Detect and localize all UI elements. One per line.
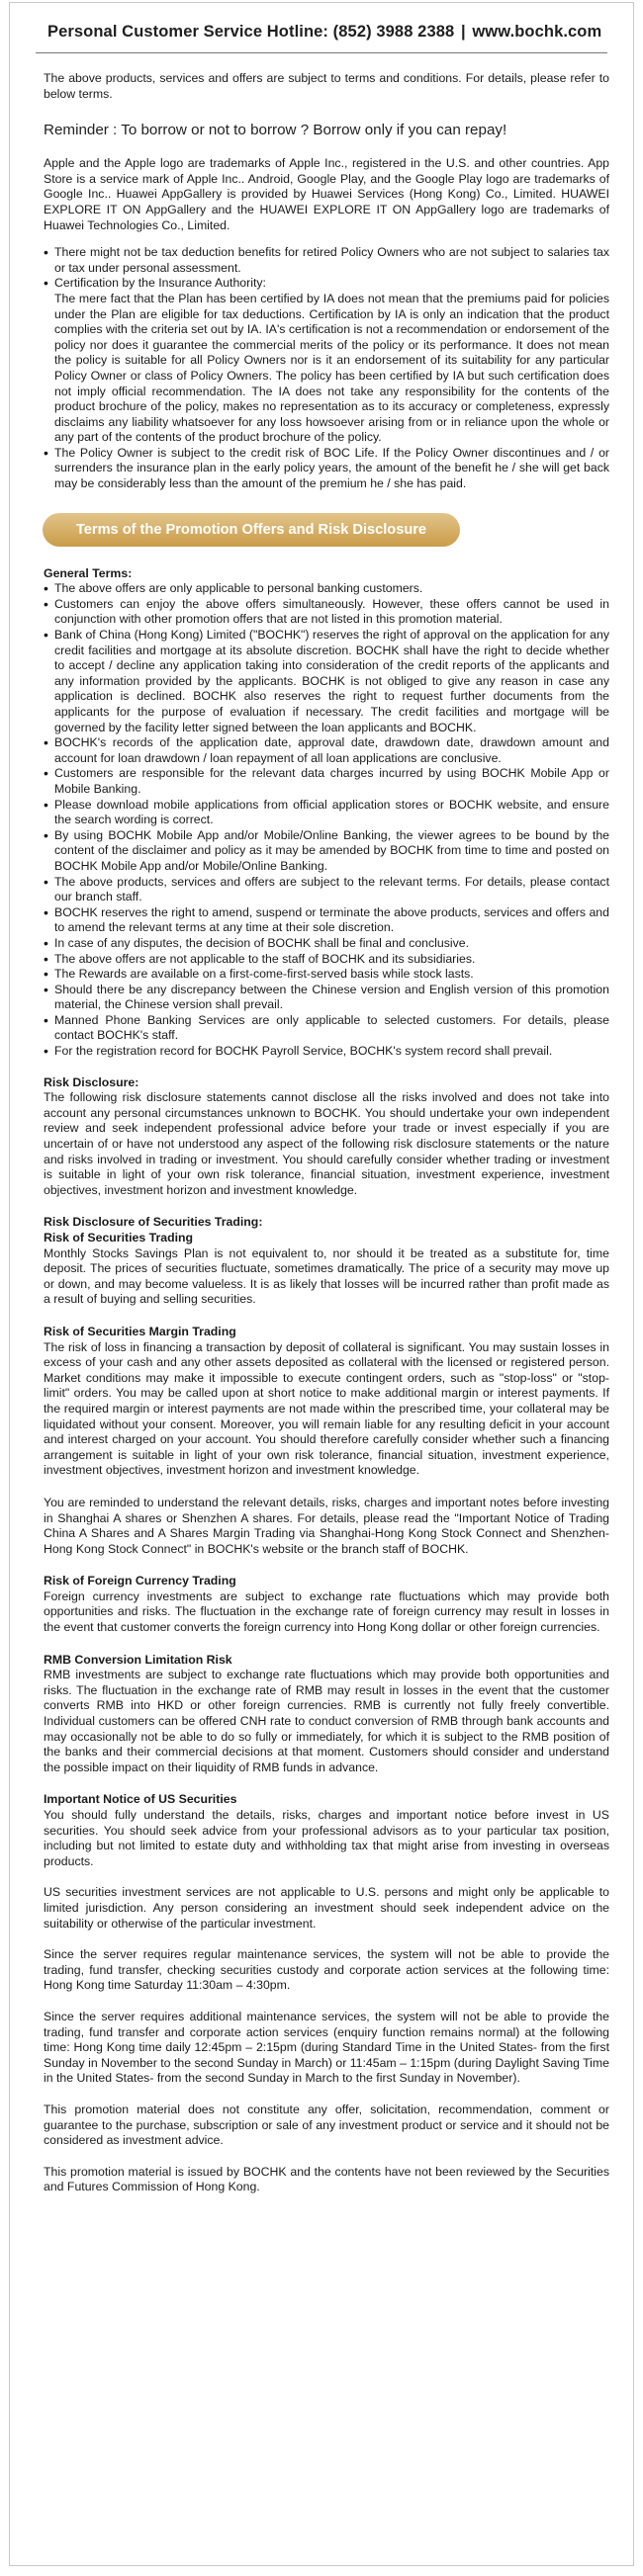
list-item: • By using BOCHK Mobile App and/or Mobile/Online Banking, the viewer agrees to be bound by the content of the disclaimer and policy as it may be amended by BOCHK from time to time and posted on BOCHK Mobile App and/or Mobile/Online Banking. <box>44 828 609 875</box>
stock-connect-notice: You are reminded to understand the relevant details, risks, charges and important notes before investing in Shanghai A shares or Shenzhen A shares. For details, please read the "Important Notice of Trading China A Shares and A Shares Margin Trading via Shanghai-Hong Kong Stock Connect and Shenzhen-Hong Kong Stock Connect" in BOCHK's website or the branch staff of BOCHK. <box>44 1495 609 1556</box>
list-item: • The above products, services and offers are subject to the relevant terms. For details, please contact our branch staff. <box>44 875 609 905</box>
trademark-notice: Apple and the Apple logo are trademarks of Apple Inc., registered in the U.S. and other countries. App Store is a service mark of Apple Inc.. Android, Google Play, and the Google Play logo are trademarks of Google Inc.. Huawei AppGallery is provided by Huawei Services (Hong Kong) Co., Limited. HUAWEI EXPLORE IT ON AppGallery and the HUAWEI EXPLORE IT ON AppGallery logo are trademarks of Huawei Technologies Co., Limited. <box>44 156 609 232</box>
header-divider <box>36 52 607 53</box>
maintenance-notice-additional: Since the server requires additional maintenance services, the system will not be able to provide the trading, fund transfer and corporate action services (enquiry function remains normal) at the following time: Hong Kong time daily 12:45pm – 2:15pm (during Standard Time in the United States- from the first Sunday in November to the second Sunday in March) or 11:45am – 1:15pm (during Daylight Saving Time in the United States- from the second Sunday in March to the first Sunday in November). <box>44 2009 609 2086</box>
margin-risk-title: Risk of Securities Margin Trading <box>44 1324 236 1338</box>
maintenance-notice-regular: Since the server requires regular maintenance services, the system will not be able to provide the trading, fund transfer, checking securities custody and corporate action services at the following time: Hong Kong time Saturday 11:30am – 4:30pm. <box>44 1947 609 1993</box>
policy-notes-list <box>44 245 609 492</box>
rmb-risk-body: RMB investments are subject to exchange rate fluctuations which may provide both opportunities and risks. The fluctuation in the exchange rate of RMB may result in losses in the event that the customer converts RMB into HKD or other foreign currencies. RMB is currently not fully freely convertible. Individual customers can be offered CNH rate to conduct conversion of RMB through bank accounts and may occasionally not be able to do so fully or immediately, for which it is subject to the RMB position of the banks and their commercial decisions at that moment. Customers should consider and understand the possible impact on their liquidity of RMB funds in advance. <box>44 1668 609 1774</box>
certification-title: Certification by the Insurance Authority: <box>54 276 266 291</box>
fx-risk-body: Foreign currency investments are subject to exchange rate fluctuations which may provide both opportunities and risks. The fluctuation in the exchange rate of foreign currency may result in losses in the event that customer converts the foreign currency into Hong Kong dollar or other foreign currencies. <box>44 1589 609 1635</box>
intro-text: The above products, services and offers are subject to terms and conditions. For details, please refer to below terms. <box>44 71 609 101</box>
us-applicability-text: US securities investment services are not applicable to U.S. persons and might only be applicable to limited jurisdiction. Any person considering an investment should seek independent advice on the suitability or otherwise of the particular investment. <box>44 1885 609 1931</box>
header-separator: | <box>460 23 466 41</box>
list-item: • There might not be tax deduction benefits for retired Policy Owners who are not subject to salaries tax or tax under personal assessment. <box>44 245 609 276</box>
terms-page <box>9 2 634 2566</box>
hotline-label: Personal Customer Service Hotline: (852) 3988 2388 <box>47 23 455 41</box>
certification-body: The mere fact that the Plan has been certified by IA does not mean that the premiums paid for policies under the Plan are eligible for tax deductions. Certification by IA is only an indication that the product complies with the criteria set out by IA. IA's certification is not a recommendation or endorsement of the policy nor does it guarantee the commercial merits of the policy or its performance. It does not mean the policy is suitable for all Policy Owners nor is it an endorsement of its suitability for any particular Policy Owner or class of Policy Owners. The policy has been certified by IA but such certification does not imply official recommendation. The IA does not take any responsibility for the contents of the product brochure of the policy, makes no representation as to its accuracy or completeness, expressly disclaims any liability whatsoever for any loss howsoever arising from or in reliance upon the whole or any part of the contents of the product brochure of the policy. <box>54 291 609 445</box>
section-banner: Terms of the Promotion Offers and Risk Disclosure <box>43 513 460 547</box>
list-item: • For the registration record for BOCHK Payroll Service, BOCHK's system record shall prevail. <box>44 1044 609 1060</box>
borrowing-reminder: Reminder : To borrow or not to borrow ? Borrow only if you can repay! <box>44 122 507 139</box>
list-item: • Please download mobile applications from official application stores or BOCHK website, and ensure the search wording is correct. <box>44 798 609 828</box>
list-item: • Should there be any discrepancy between the Chinese version and English version of this promotion material, the Chinese version shall prevail. <box>44 983 609 1013</box>
list-item: • The above offers are only applicable to personal banking customers. <box>44 581 609 597</box>
list-item: • Customers are responsible for the relevant data charges incurred by using BOCHK Mobile App or Mobile Banking. <box>44 766 609 797</box>
securities-disclosure-title: Risk Disclosure of Securities Trading: <box>44 1215 263 1230</box>
list-item: • BOCHK's records of the application date, approval date, drawdown date, drawdown amount and account for loan drawdown / loan repayment of all loan applications are conclusive. <box>44 735 609 766</box>
us-securities-title: Important Notice of US Securities <box>44 1792 237 1807</box>
list-item: • In case of any disputes, the decision of BOCHK shall be final and conclusive. <box>44 936 609 952</box>
rmb-risk-title: RMB Conversion Limitation Risk <box>44 1652 232 1667</box>
list-item: • Manned Phone Banking Services are only applicable to selected customers. For details, please contact BOCHK's staff. <box>44 1013 609 1044</box>
list-item: • The above offers are not applicable to the staff of BOCHK and its subsidiaries. <box>44 952 609 968</box>
margin-risk-body: The risk of loss in financing a transaction by deposit of collateral is significant. You may sustain losses in excess of your cash and any other assets deposited as collateral with the licensed or registered person. Market conditions may make it impossible to execute contingent orders, such as "stop-loss" or "stop-limit" orders. You may be called upon at short notice to make additional margin or interest payments. If the required margin or interest payments are not made within the prescribed time, your collateral may be liquidated without your consent. Moreover, you will remain liable for any resulting deficit in your account and interest charged on your account. You should therefore carefully consider whether such a financing arrangement is suitable in light of your own risk tolerance, financial situation, investment experience, investment objectives, investment horizon and investment knowledge. <box>44 1339 609 1478</box>
fx-risk-title: Risk of Foreign Currency Trading <box>44 1574 236 1589</box>
us-securities-body: You should fully understand the details, risks, charges and important notice before invest in US securities. You should seek advice from your professional advisors as to your particular tax position, including but not limited to estate duty and withholding tax that might arise from investing in overseas products. <box>44 1808 609 1868</box>
list-item <box>44 276 609 446</box>
risk-disclosure-body: The following risk disclosure statements cannot disclose all the risks involved and does not take into account any personal circumstances unknown to BOCHK. You should undertake your own independent review and seek independent professional advice before your trade or invest especially if you are uncertain of or have not understood any aspect of the following risk disclosure statements or the nature and risks involved in trading or investment. You should carefully consider whether trading or investment is suitable in light of your own risk tolerance, financial situation, investment experience, investment objectives, investment horizon and investment knowledge. <box>44 1090 609 1197</box>
general-terms-list <box>44 581 609 1059</box>
list-item: • BOCHK reserves the right to amend, suspend or terminate the above products, services and offers and to amend the relevant terms at any time at their sole discretion. <box>44 905 609 936</box>
list-item: • The Rewards are available on a first-come-first-served basis while stock lasts. <box>44 967 609 983</box>
securities-risk-body: Monthly Stocks Savings Plan is not equivalent to, nor should it be treated as a substitute for, time deposit. The prices of securities fluctuate, sometimes dramatically. The price of a security may move up or down, and may become valueless. It is as likely that losses will be incurred rather than profit made as a result of buying and selling securities. <box>44 1245 609 1307</box>
list-item: • The Policy Owner is subject to the credit risk of BOC Life. If the Policy Owner discontinues and / or surrenders the insurance plan in the early policy years, the amount of the benefit he / she will get back may be considerably less than the amount of the premium he / she has paid. <box>44 446 609 492</box>
securities-risk-subtitle: Risk of Securities Trading <box>44 1231 194 1245</box>
list-item: • Bank of China (Hong Kong) Limited ("BOCHK") reserves the right of approval on the application for any credit facilities and mortgage at its absolute discretion. BOCHK shall have the right to decide whether to accept / decline any application taking into consideration of the credit reports of the applicants and any information provided by the applicants. BOCHK is not obliged to give any reason in case any application is declined. BOCHK also reserves the right to request further documents from the applicants for the purpose of evaluation if necessary. The credit facilities and mortgage will be governed by the facility letter signed between the loan applicants and BOCHK. <box>44 628 609 735</box>
list-item: • Customers can enjoy the above offers simultaneously. However, these offers cannot be used in conjunction with other promotion offers that are not listed in this promotion material. <box>44 597 609 628</box>
website-link[interactable]: www.bochk.com <box>472 23 602 41</box>
no-offer-disclaimer: This promotion material does not constitute any offer, solicitation, recommendation, comment or guarantee to the purchase, subscription or sale of any investment product or service and it should not be considered as investment advice. <box>44 2102 609 2148</box>
risk-disclosure-title: Risk Disclosure: <box>44 1074 139 1089</box>
general-terms-title: General Terms: <box>44 565 133 580</box>
issuer-statement: This promotion material is issued by BOCHK and the contents have not been reviewed by the Securities and Futures Commission of Hong Kong. <box>44 2164 609 2194</box>
hotline-header <box>47 23 633 42</box>
